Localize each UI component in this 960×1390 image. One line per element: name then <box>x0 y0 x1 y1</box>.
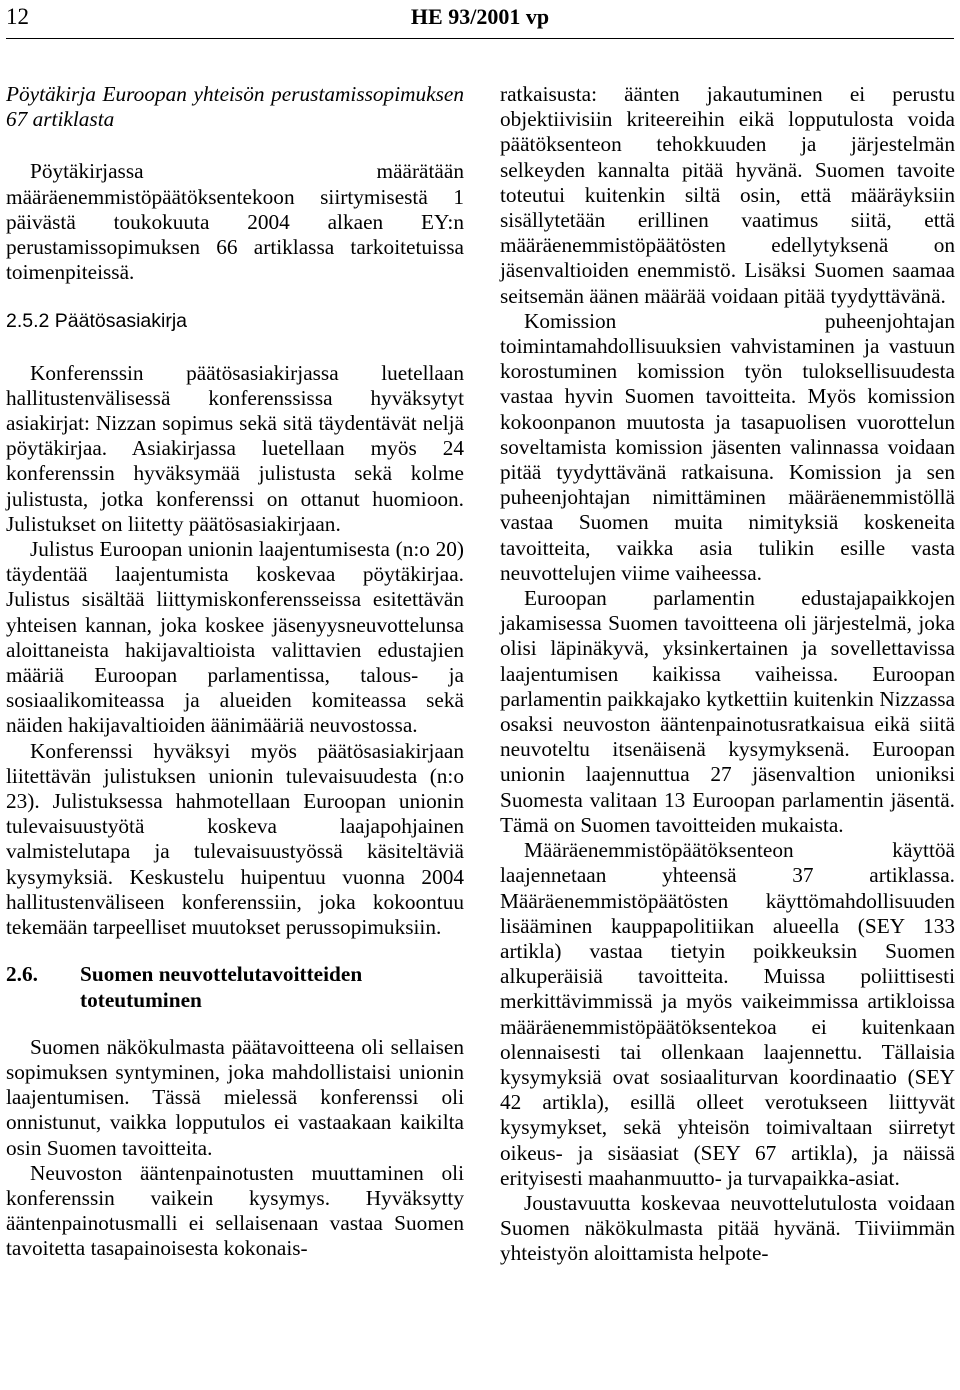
left-column <box>6 82 464 1262</box>
paragraph: ratkaisusta: äänten jakautuminen ei perustu objektiivisiin kriteereihin eikä lopputulosta voida päätöksenteon tehokkuuden ja järjestelmän selkeyden kannalta pitää hyvänä. Suomen tavoite toteutui kuitenkin siltä osin, että määräyksiin sisällytetään erillinen vaatimus siitä, että määräenemmistöpäätösten edellytyksenä on jäsenvaltioiden enemmistö. Lisäksi Suomen saamaa seitsemän äänen määrää voidaan pitää tyydyttävänä. <box>500 82 955 308</box>
paragraph: Euroopan parlamentin edustajapaikkojen jakamisessa Suomen tavoitteena oli järjestelmä, joka olisi läpinäkyvä, yksinkertainen ja sovellettavissa laajentumisen kaikissa vaiheissa. Euroopan parlamentin paikkajako kytkettiin kuitenkin Nizzassa osaksi neuvoston ääntenpainotusratkaisua eikä siitä neuvoteltu itsenäisenä kysymyksenä. Euroopan unionin laajennuttua 27 jäsenvaltion unioniksi Suomesta valitaan 13 Euroopan parlamentin jäsentä. Tämä on Suomen tavoitteiden mukaista. <box>500 586 955 837</box>
paragraph: Määräenemmistöpäätöksenteon käyttöä laajennetaan yhteensä 37 artiklassa. Määräenemmistöpäätösten käyttömahdollisuuden lisääminen kauppapolitiikan alueella (SEY 133 artikla) vastaa tietyin poikkeuksin Suomen alkuperäisiä tavoitteita. Muissa poliittisesti merkittävimmissä ja myös vaikeimmissa artikloissa määräenemmistöpäätöksentekoa ei kuitenkaan olennaisesti tai ollenkaan laajennettu. Tällaisia kysymyksiä ovat sosiaaliturvan koordinaatio (SEY 42 artikla), esillä olleet verotukseen liittyvät kysymykset, sekä yhteisön toimivaltaan siirretyt oikeus- ja sisäasiat (SEY 67 artikla), ja näissä erityisesti maahanmuutto- ja turvapaikka-asiat. <box>500 838 955 1190</box>
document-code: HE 93/2001 vp <box>410 4 550 29</box>
paragraph: Komission puheenjohtajan toimintamahdollisuuksien vahvistaminen ja vastuun korostuminen komission työn tuloksellisuudesta vastaa hyvin Suomen tavoitteita. Myös komission kokoonpanon muutosta ja tasapuolisen vuorottelun soveltamista komission jäsenten valinnassa voidaan pitää tyydyttävänä ratkaisuna. Komission ja sen puheenjohtajan nimittäminen määräenemmistöllä vastaa Suomen muita nimityksiä koskeneita tavoitteita, vaikka asia tulikin esille vasta neuvottelujen viime vaiheessa. <box>500 308 955 585</box>
paragraph: Pöytäkirjassa määrätään määräenemmistöpäätöksentekoon siirtymisestä 1 päivästä toukokuuta 2004 alkaen EY:n perustamissopimuksen 66 artiklassa tarkoitetuissa toimenpiteissä. <box>6 159 464 285</box>
section-heading <box>6 962 464 1012</box>
right-column <box>500 82 955 1267</box>
subsection-heading: 2.5.2 Päätösasiakirja <box>6 310 188 333</box>
protocol-heading: Pöytäkirja Euroopan yhteisön perustamissopimuksen 67 artiklasta <box>6 82 464 132</box>
page-header <box>6 4 954 34</box>
header-rule <box>6 38 954 39</box>
paragraph: Konferenssin päätösasiakirjassa luetellaan hallitustenvälisessä konferenssissa hyväksytyt asiakirjat: Nizzan sopimus sekä sitä täydentävät neljä pöytäkirjaa. Asiakirjassa luetellaan myös 24 konferenssin hyväksymää julistusta sekä kolme julistusta, jotka konferenssi on ottanut huomioon. Julistukset on liitetty päätösasiakirjaan. <box>6 360 464 536</box>
paragraph: Julistus Euroopan unionin laajentumisesta (n:o 20) täydentää laajentumista koskevaa pöytäkirjaa. Julistus sisältää liittymiskonferensseissa esitettävän yhteisen kannan, joka koskee jäsenyysneuvottelunsa aloittaneista hakijavaltioista valittavien edustajien määriä Euroopan parlamentissa, talous- ja sosiaalikomiteassa ja alueiden komiteassa sekä näiden hakijavaltioiden äänimääriä neuvostossa. <box>6 537 464 738</box>
page-number: 12 <box>6 4 29 29</box>
paragraph: Joustavuutta koskevaa neuvottelutulosta voidaan Suomen näkökulmasta pitää hyvänä. Tiiviimmän yhteistyön aloittamista helpote- <box>500 1190 955 1266</box>
paragraph: Neuvoston ääntenpainotusten muuttaminen oli konferenssin vaikein kysymys. Hyväksytty ääntenpainotusmalli ei sellaisenaan vastaa Suomen tavoitetta tasapainoisesta kokonais- <box>6 1160 464 1261</box>
paragraph: Konferenssi hyväksyi myös päätösasiakirjaan liitettävän julistuksen unionin tulevaisuudesta (n:o 23). Julistuksessa hahmotellaan Euroopan unionin tulevaisuustyötä koskeva laajapohjainen valmistelutapa ja tulevaisuustyössä käsiteltäviä kysymyksiä. Keskustelu huipentuu vuonna 2004 hallitustenväliseen konferenssiin, joka kokoontuu tekemään tarpeelliset muutokset perussopimuksiin. <box>6 738 464 940</box>
section-number: 2.6. <box>6 962 38 987</box>
section-title: Suomen neuvottelutavoitteiden toteutuminen <box>80 962 363 1012</box>
paragraph: Suomen näkökulmasta päätavoitteena oli sellaisen sopimuksen syntyminen, joka mahdollistaisi unionin laajentumisen. Tässä mielessä konferenssi oli onnistunut, vaikka lopputulos ei vastaakaan kaikilta osin Suomen tavoitteita. <box>6 1034 464 1160</box>
